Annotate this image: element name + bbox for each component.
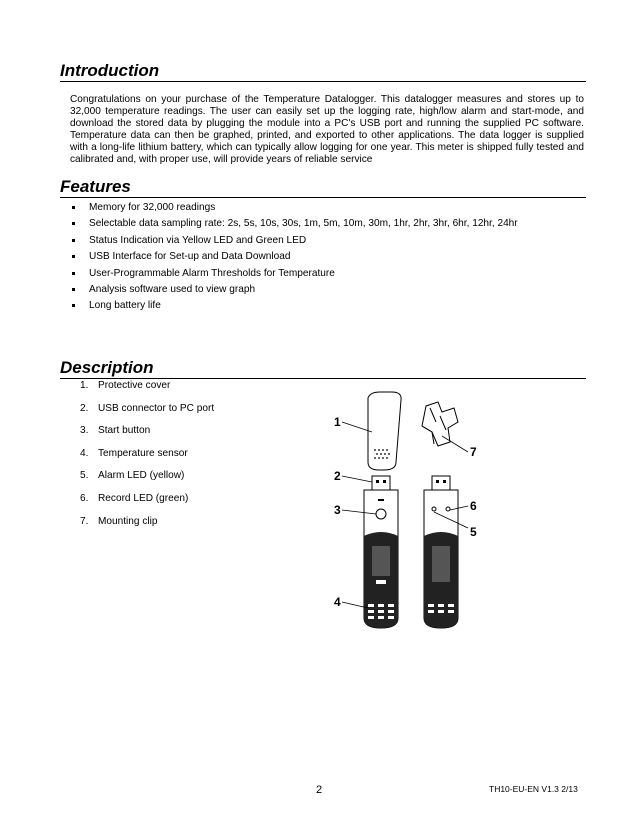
feature-item: Long battery life: [70, 298, 518, 314]
item-text: Mounting clip: [98, 515, 158, 527]
description-list: [70, 378, 214, 536]
introduction-heading: Introduction: [60, 61, 586, 82]
introduction-paragraph: Congratulations on your purchase of the Temperature Datalogger. This datalogger measures and stores up to 32,000 temperature readings. The user can easily set up the logging rate, high/low alarm and start-mode, and download the stored data by plugging the module into a PC's USB port and running the supplied PC software. Temperature data can then be graphed, printed, and exported to other applications. The data logger is supplied with a long-life lithium battery, which can typically allow logging for one year. This meter is shipped fully tested and calibrated and, with proper use, will provide years of reliable service: [70, 94, 584, 165]
feature-item: USB Interface for Set-up and Data Download: [70, 249, 518, 265]
item-number: 1.: [80, 380, 89, 391]
protective-cover-drawing: [368, 392, 401, 470]
item-number: 5.: [80, 470, 89, 482]
feature-item: Memory for 32,000 readings: [70, 200, 518, 216]
callout-3: 3: [334, 503, 341, 517]
item-number: 7.: [80, 515, 89, 527]
description-heading: Description: [60, 358, 586, 379]
callout-2: 2: [334, 469, 341, 483]
feature-item: Analysis software used to view graph: [70, 282, 518, 298]
datalogger-back-drawing: [424, 476, 458, 628]
description-item: [70, 491, 214, 514]
description-item: [70, 514, 214, 537]
callout-1: 1: [334, 415, 341, 429]
document-reference: TH10-EU-EN V1.3 2/13: [489, 784, 578, 794]
features-heading: Features: [60, 177, 586, 198]
callout-4: 4: [334, 595, 341, 609]
item-number: 3.: [80, 425, 89, 437]
description-item: [70, 401, 214, 424]
feature-item: Selectable data sampling rate: 2s, 5s, 10s, 30s, 1m, 5m, 10m, 30m, 1hr, 2hr, 3hr, 6hr, 12hr, 24hr: [70, 216, 518, 232]
item-text: Alarm LED (yellow): [98, 470, 185, 482]
datalogger-diagram: [330, 386, 490, 636]
callout-7: 7: [470, 445, 477, 459]
mounting-clip-drawing: [422, 402, 458, 446]
page-number: 2: [316, 784, 323, 796]
item-number: 4.: [80, 447, 89, 459]
description-item: [70, 423, 214, 446]
description-item: [70, 446, 214, 469]
item-number: 2.: [80, 402, 89, 414]
description-item: [70, 378, 214, 401]
item-number: 6.: [80, 492, 89, 504]
feature-item: Status Indication via Yellow LED and Green LED: [70, 233, 518, 249]
callout-6: 6: [470, 499, 477, 513]
features-list: [70, 200, 518, 315]
datalogger-front-drawing: [364, 476, 398, 628]
callout-5: 5: [470, 525, 477, 539]
item-text: USB connector to PC port: [98, 402, 215, 414]
item-text: Temperature sensor: [98, 447, 188, 459]
item-text: Start button: [98, 425, 151, 437]
item-text: Protective cover: [98, 380, 171, 391]
item-text: Record LED (green): [98, 492, 189, 504]
description-item: [70, 468, 214, 491]
feature-item: User-Programmable Alarm Thresholds for Temperature: [70, 266, 518, 282]
